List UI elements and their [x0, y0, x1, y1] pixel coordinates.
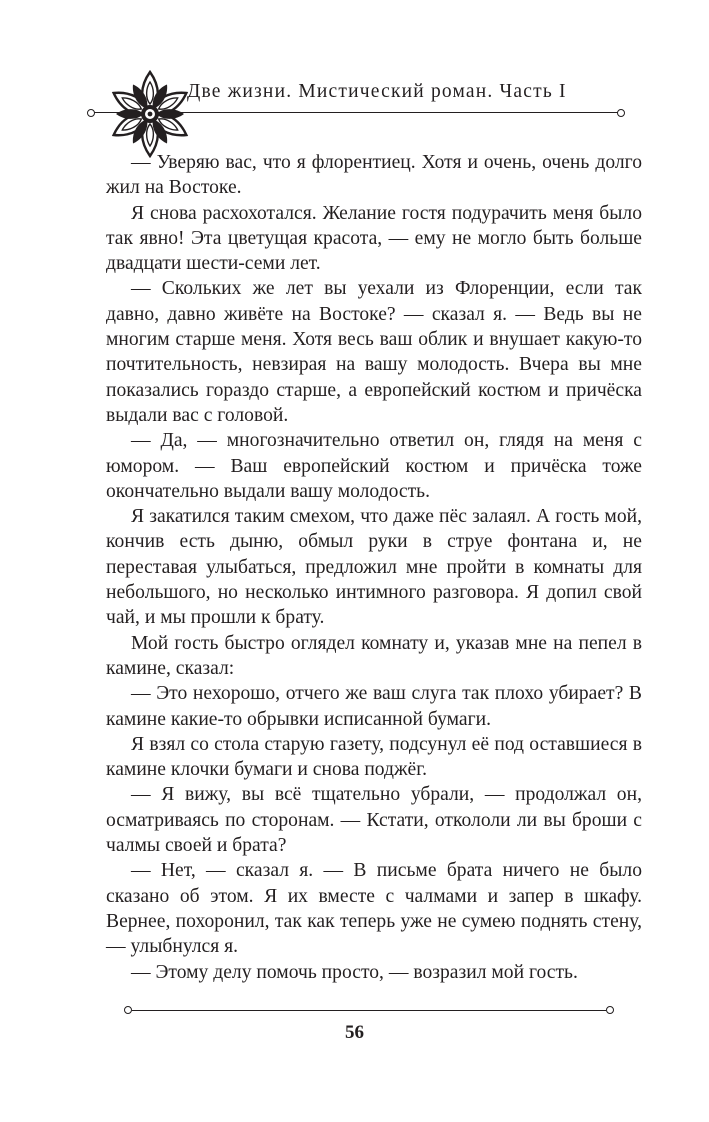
page-number: 56 [345, 1022, 364, 1043]
header-rule-end-dot [617, 109, 625, 117]
paragraph: — Это нехорошо, отчего же ваш слуга так плохо убирает? В камине какие-то обрывки исписанной бумаги. [106, 683, 642, 730]
paragraph: — Уверяю вас, что я флорентиец. Хотя и очень, очень долго жил на Востоке. [106, 152, 642, 199]
footer-rule [132, 1010, 606, 1011]
header-rule-end-dot [87, 109, 95, 117]
paragraph: — Да, — многозначительно ответил он, глядя на меня с юмором. — Ваш европейский костюм и причёска тоже окончательно выдали вашу молодость. [106, 430, 642, 502]
paragraph: — Я вижу, вы всё тщательно убрали, — продолжал он, осматриваясь по сторонам. — Кстати, откололи ли вы броши с чалмы своей и брата? [106, 784, 642, 857]
paragraph: — Скольких же лет вы уехали из Флоренции, если так давно, давно живёте на Востоке? — сказал я. — Ведь вы не многим старше меня. Хотя весь ваш облик и внушает какую-то почтительность, невзирая на вашу молодость. Вчера вы мне показались гораздо старше, а европейский костюм и причёска выдали вас с головой. [106, 278, 642, 426]
running-header [92, 66, 620, 162]
paragraph: — Нет, — сказал я. — В письме брата ничего не было сказано об этом. Я их вместе с чалмами и запер в шкафу. Вернее, похоронил, так как теперь уже не сумею поднять стену, — улыбнулся я. [106, 860, 642, 958]
paragraph: Я закатился таким смехом, что даже пёс залаял. А гость мой, кончив есть дыню, обмыл руки в струе фонтана и, не переставая улыбаться, предложил мне пройти в комнаты для небольшого, но несколько интимного разговора. Я допил свой чай, и мы прошли к брату. [106, 506, 642, 629]
footer-rule-end-dot [606, 1006, 614, 1014]
running-header-title: Две жизни. Мистический роман. Часть I [187, 81, 567, 102]
mandala-ornament-icon [104, 66, 196, 162]
footer-rule-end-dot [124, 1006, 132, 1014]
paragraph: Я снова расхохотался. Желание гостя подурачить меня было так явно! Эта цветущая красота, — ему не могло быть больше двадцати шести-семи лет. [106, 202, 642, 275]
page-body [106, 150, 642, 985]
paragraph: Я взял со стола старую газету, подсунул её под оставшиеся в камине клочки бумаги и снова поджёг. [106, 733, 642, 781]
paragraph: — Этому делу помочь просто, — возразил мой гость. [131, 961, 578, 983]
paragraph: Мой гость быстро оглядел комнату и, указав мне на пепел в камине, сказал: [106, 632, 642, 679]
